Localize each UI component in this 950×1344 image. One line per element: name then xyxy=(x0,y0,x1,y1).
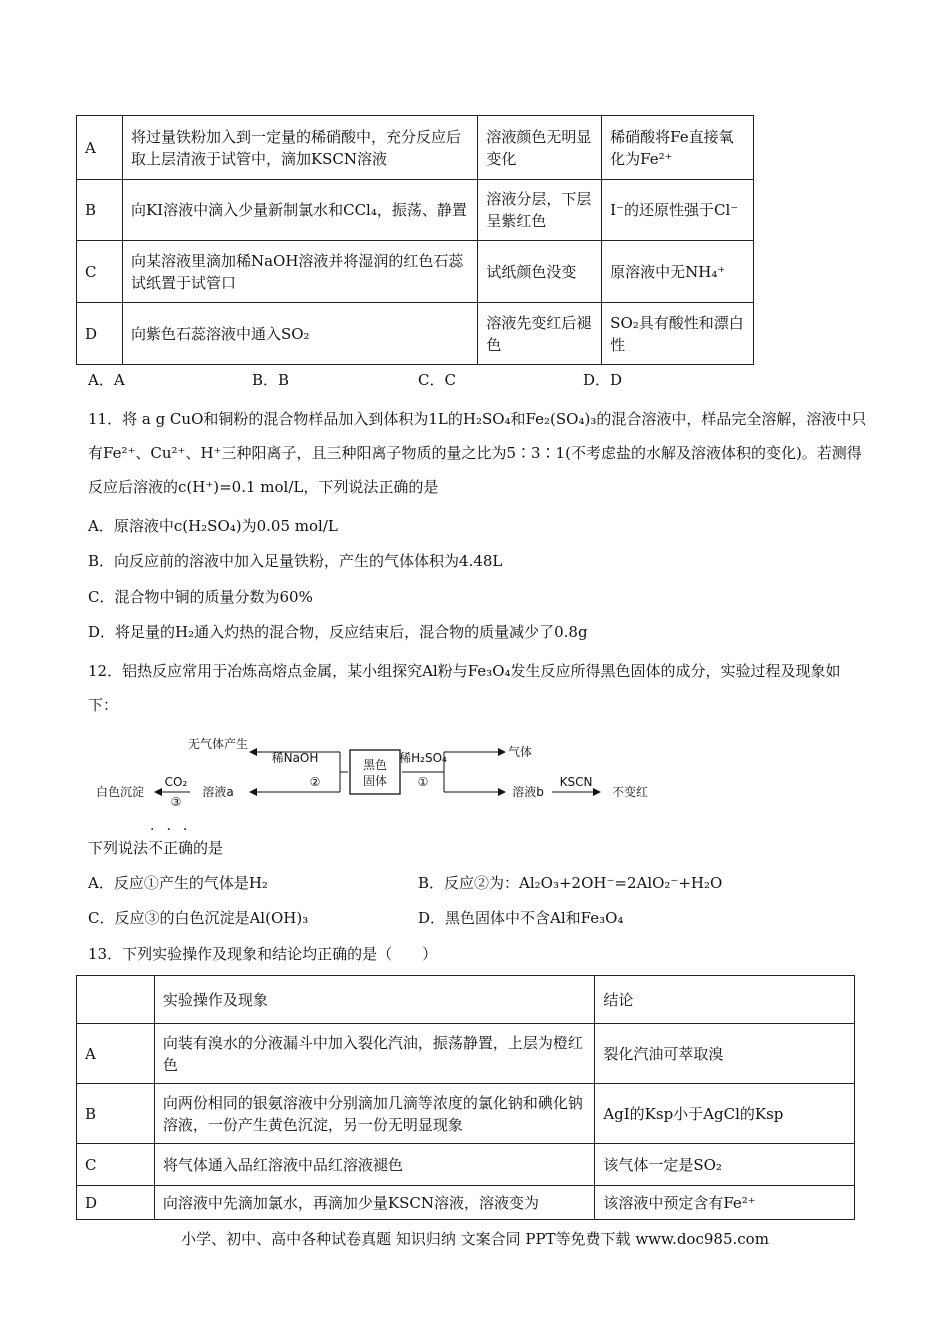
phenomenon-cell: 溶液颜色无明显变化 xyxy=(478,116,602,180)
solution-a-label: 溶液a xyxy=(202,785,234,799)
q11-option-c: C．混合物中铜的质量分数为60% xyxy=(88,588,313,606)
choice-a: A．A xyxy=(88,371,125,389)
not-red-label: 不变红 xyxy=(611,785,649,799)
page-footer: 小学、初中、高中各种试卷真题 知识归纳 文案合同 PPT等免费下载 www.doc985.com xyxy=(181,1230,769,1248)
q12-option-b: B．反应②为：Al₂O₃+2OH⁻=2AlO₂⁻+H₂O xyxy=(418,874,723,892)
table-row xyxy=(77,1144,855,1186)
q12-prompt: 下列说法不正确的是 xyxy=(88,839,224,857)
flow-diagram xyxy=(90,732,670,812)
white-ppt-label: 白色沉淀 xyxy=(95,785,145,799)
q12-stem: 12．铝热反应常用于冶炼高熔点金属，某小组探究Al粉与Fe₃O₄发生反应所得黑色固体的成分，实验过程及现象如下： xyxy=(88,662,841,714)
conclusion-cell: AgI的Ksp小于AgCl的Ksp xyxy=(595,1084,855,1144)
conclusion-cell: I⁻的还原性强于Cl⁻ xyxy=(602,180,754,241)
step1-label: ① xyxy=(417,775,429,789)
table-q10 xyxy=(76,115,754,365)
row-label: A xyxy=(77,116,123,180)
q12-option-d: D．黑色固体中不含Al和Fe₃O₄ xyxy=(418,909,624,927)
step3-label: ③ xyxy=(170,795,182,809)
no-gas-label: 无气体产生 xyxy=(187,737,249,751)
q11-option-d: D．将足量的H₂通入灼热的混合物，反应结束后，混合物的质量减少了0.8g xyxy=(88,623,588,641)
operation-cell: 向溶液中先滴加氯水，再滴加少量KSCN溶液，溶液变为 xyxy=(154,1186,594,1220)
table-row xyxy=(77,1084,855,1144)
table-row xyxy=(77,116,754,180)
table-row xyxy=(77,1024,855,1084)
choice-d: D．D xyxy=(583,371,623,389)
operation-cell: 向某溶液里滴加稀NaOH溶液并将湿润的红色石蕊试纸置于试管口 xyxy=(122,241,477,303)
phenomenon-cell: 溶液先变红后褪色 xyxy=(478,303,602,365)
phenomenon-cell: 试纸颜色没变 xyxy=(478,241,602,303)
row-label: C xyxy=(77,241,123,303)
step2-label: ② xyxy=(309,775,321,789)
operation-cell: 将过量铁粉加入到一定量的稀硝酸中，充分反应后取上层清液于试管中，滴加KSCN溶液 xyxy=(122,116,477,180)
kscn-label: KSCN xyxy=(559,775,593,789)
conclusion-cell: 稀硝酸将Fe直接氧化为Fe²⁺ xyxy=(602,116,754,180)
operation-cell: 向KI溶液中滴入少量新制氯水和CCl₄，振荡、静置 xyxy=(122,180,477,241)
q11-stem: 11．将 a g CuO和铜粉的混合物样品加入到体积为1L的H₂SO₄和Fe₂(SO₄)₃的混合溶液中，样品完全溶解，溶液中只有Fe²⁺、Cu²⁺、H⁺三种阳离子，且三种阳离子物质的量之比为5∶3∶1(不考虑盐的水解及溶液体积的变化)。若测得反应后溶液的c(H⁺)=0.1 mol/L，下列说法正确的是 xyxy=(88,410,867,496)
q12-option-c: C．反应③的白色沉淀是Al(OH)₃ xyxy=(88,909,309,927)
black-solid-label: 黑色固体 xyxy=(362,758,388,788)
choice-c: C．C xyxy=(418,371,456,389)
row-label: C xyxy=(77,1144,155,1186)
row-label: B xyxy=(77,180,123,241)
row-label: D xyxy=(77,1186,155,1220)
conclusion-cell: 原溶液中无NH₄⁺ xyxy=(602,241,754,303)
row-label: B xyxy=(77,1084,155,1144)
emphasis-dots: ··· xyxy=(150,822,200,838)
conclusion-cell: 该溶液中预定含有Fe²⁺ xyxy=(595,1186,855,1220)
conclusion-cell: SO₂具有酸性和漂白性 xyxy=(602,303,754,365)
q13-stem: 13．下列实验操作及现象和结论均正确的是（ ） xyxy=(88,945,438,963)
naoh-label: 稀NaOH xyxy=(271,751,319,765)
q12-option-a: A．反应①产生的气体是H₂ xyxy=(88,874,268,892)
table-row xyxy=(77,1186,855,1220)
phenomenon-cell: 溶液分层，下层呈紫红色 xyxy=(478,180,602,241)
choice-b: B．B xyxy=(252,371,290,389)
h2so4-label: 稀H₂SO₄ xyxy=(399,751,447,765)
row-label: D xyxy=(77,303,123,365)
operation-cell: 向装有溴水的分液漏斗中加入裂化汽油，振荡静置，上层为橙红色 xyxy=(154,1024,594,1084)
header-cell: 实验操作及现象 xyxy=(154,976,594,1024)
table-row xyxy=(77,303,754,365)
operation-cell: 向两份相同的银氨溶液中分别滴加几滴等浓度的氯化钠和碘化钠溶液，一份产生黄色沉淀，另一份无明显现象 xyxy=(154,1084,594,1144)
conclusion-cell: 该气体一定是SO₂ xyxy=(595,1144,855,1186)
conclusion-cell: 裂化汽油可萃取溴 xyxy=(595,1024,855,1084)
row-label: A xyxy=(77,1024,155,1084)
q11-option-b: B．向反应前的溶液中加入足量铁粉，产生的气体体积为4.48L xyxy=(88,552,503,570)
table-row xyxy=(77,241,754,303)
header-cell: 结论 xyxy=(595,976,855,1024)
table-row xyxy=(77,180,754,241)
table-header-row xyxy=(77,976,855,1024)
operation-cell: 将气体通入品红溶液中品红溶液褪色 xyxy=(154,1144,594,1186)
header-cell xyxy=(77,976,155,1024)
co2-label: CO₂ xyxy=(164,775,188,789)
operation-cell: 向紫色石蕊溶液中通入SO₂ xyxy=(122,303,477,365)
gas-label: 气体 xyxy=(507,745,533,759)
q11-option-a: A．原溶液中c(H₂SO₄)为0.05 mol/L xyxy=(88,517,338,535)
solution-b-label: 溶液b xyxy=(512,785,544,799)
table-q13 xyxy=(76,975,855,1220)
